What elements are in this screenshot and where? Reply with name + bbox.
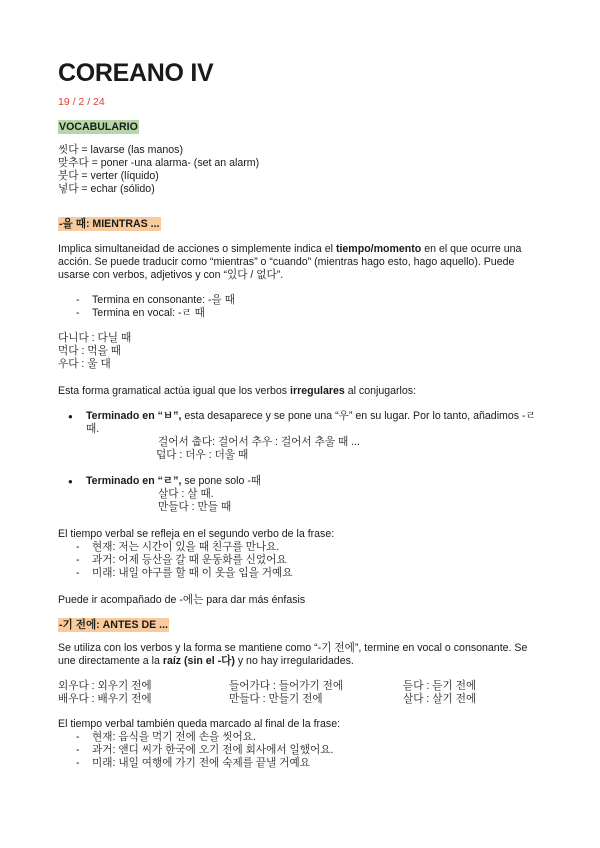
bullet-bold: Terminado en “ㅂ”,: [86, 410, 182, 422]
mientras-rules: [58, 294, 544, 320]
tense-item: - 미래: 내일 야구를 할 때 이 옷을 입을 거예요: [58, 567, 544, 580]
vocab-item: 넣다 = echar (sólido): [58, 183, 155, 195]
antes-intro-bold: raíz (sin el -다): [162, 655, 235, 667]
vocab-item: 씻다 = lavarse (las manos): [58, 144, 183, 156]
mientras-heading: -을 때: MIENTRAS ...: [59, 218, 160, 230]
rule-item: - Termina en consonante: -을 때: [58, 294, 544, 307]
tense-item: - 과거: 앤디 씨가 한국에 오기 전에 회사에서 일했어요.: [58, 744, 544, 757]
vocab-item: 맞추다 = poner -una alarma- (set an alarm): [58, 157, 260, 169]
tense-list: [58, 731, 544, 770]
tense-item: - 과거: 어제 등산을 갈 때 운동화를 신었어요: [58, 554, 544, 567]
example-line: 우다 : 울 대: [58, 358, 111, 370]
date: 19 / 2 / 24: [58, 96, 105, 108]
example-line: 덥다 : 더우 : 더울 때: [156, 449, 249, 461]
tense-intro: El tiempo verbal se refleja en el segundo verbo de la frase:: [58, 528, 335, 540]
example-line: 만들다 : 만들 때: [158, 501, 232, 513]
bullet-item: ● Terminado en “ㅂ”, esta desaparece y se pone una “우” en su lugar. Por lo tanto, añadimos -ㄹ 때. 걸어서 춥다: 걸어서 추우 : 걸어서 추울 때 ... 덥다 : 더우 : 더울 때: [58, 410, 544, 462]
irregular-bold: irregulares: [290, 385, 345, 397]
irregular-note: Esta forma gramatical actúa igual que los verbos irregulares al conjugarlos:: [58, 385, 417, 397]
antes-heading-line: [58, 619, 544, 632]
grid-cell: 배우다 : 배우기 전에: [58, 693, 152, 705]
tense-item: - 미래: 내일 여행에 가기 전에 숙제를 끝낼 거예요: [58, 757, 544, 770]
rule-item: - Termina en vocal: -ㄹ 때: [58, 307, 544, 320]
tense-intro: El tiempo verbal también queda marcado al final de la frase:: [58, 718, 341, 730]
bullet-bold: Terminado en “ㄹ”,: [86, 475, 182, 487]
mientras-intro: Implica simultaneidad de acciones o simplemente indica el tiempo/momento en el que ocurre una acción. Se puede traducir como “mientras” o “cuando” (mientras hago esto, hago aquello). Puede usarse con verbos, adjetivos y con “있다 / 없다”.: [58, 243, 522, 281]
page-title: COREANO IV: [58, 59, 214, 87]
example-line: 살다 : 살 때.: [158, 488, 214, 500]
grid-cell: 살다 : 살기 전에: [403, 693, 477, 705]
example-line: 먹다 : 먹을 때: [58, 345, 121, 357]
antes-heading: -기 전에: ANTES DE ...: [59, 619, 168, 631]
tense-list: [58, 541, 544, 580]
tense-item: - 현재: 저는 시간이 있을 때 친구를 만나요.: [58, 541, 544, 554]
grid-cell: 듣다 : 듣기 전에: [403, 680, 477, 692]
vocab-heading-line: [58, 121, 544, 134]
irregular-list: [58, 410, 544, 514]
conjugation-grid: [58, 680, 544, 706]
antes-intro: Se utiliza con los verbos y la forma se mantiene como “-기 전에”, termine en vocal o consonante. Se une directamente a la raíz (sin el -다) y no hay irregularidades.: [58, 642, 528, 667]
enfasis-note: Puede ir acompañado de -에는 para dar más énfasis: [58, 594, 306, 606]
grid-cell: 외우다 : 외우기 전에: [58, 680, 152, 692]
tense-item: - 현재: 음식을 먹기 전에 손을 씻어요.: [58, 731, 544, 744]
mientras-heading-line: [58, 218, 544, 231]
example-line: 다니다 : 다닐 때: [58, 332, 132, 344]
vocab-heading: VOCABULARIO: [59, 121, 138, 133]
bullet-item: ● Terminado en “ㄹ”, se pone solo -때 살다 : 살 때. 만들다 : 만들 때: [58, 475, 544, 514]
vocab-item: 붓다 = verter (líquido): [58, 170, 159, 182]
mientras-intro-bold: tiempo/momento: [335, 243, 422, 255]
grid-cell: 만들다 : 만들기 전에: [229, 693, 323, 705]
example-line: 걸어서 춥다: 걸어서 추우 : 걸어서 추울 때 ...: [158, 436, 360, 448]
grid-cell: 들어가다 : 들어가기 전에: [229, 680, 344, 692]
